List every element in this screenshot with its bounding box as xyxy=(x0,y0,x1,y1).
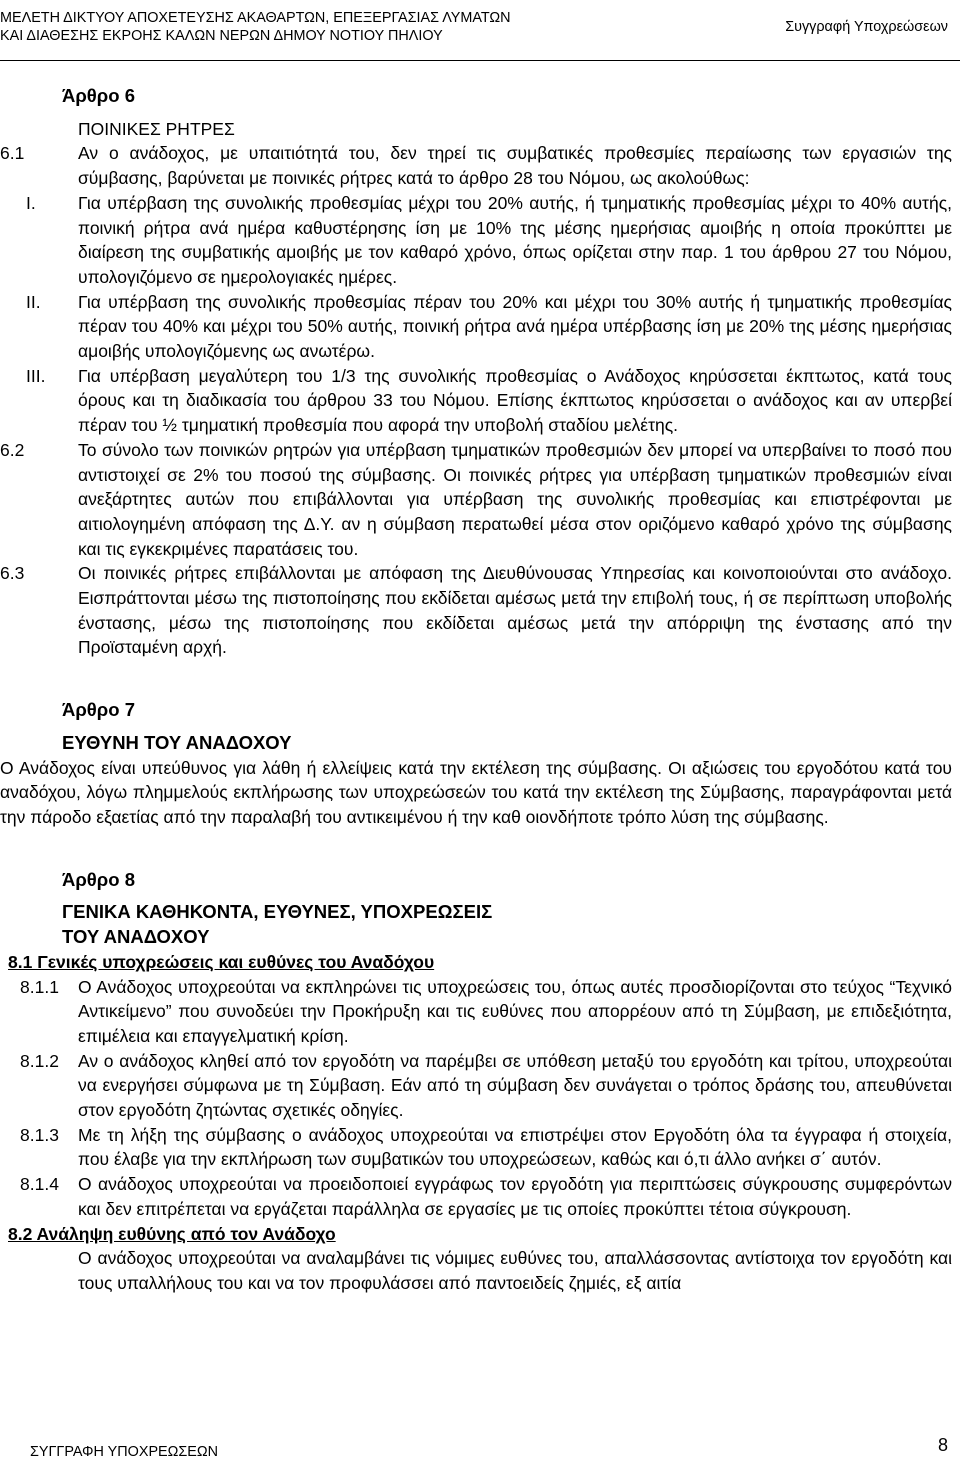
header-document-type: Συγγραφή Υποχρεώσεων xyxy=(785,19,948,35)
paragraph-text: Οι ποινικές ρήτρες επιβάλλονται με απόφαση της Διευθύνουσας Υπηρεσίας και κοινοποιούνται στο ανάδοχο. Εισπράττονται μέσω της πιστοποίησης που εκδίδεται αμέσως μετά την επιβολή τους, ή σε περίπτωση υποβολής ένστασης, μέσω της πιστοποίησης που εκδίδεται αμέσως μετά την απόρριψη της ένστασης από την Προϊσταμένη αρχή. xyxy=(78,563,952,658)
article-7-heading: Άρθρο 7 xyxy=(62,699,135,721)
item-text: Ο ανάδοχος υποχρεούται να προειδοποιεί εγγράφως τον εργοδότη για περιπτώσεις σύγκρουσης συμφερόντων και δεν επιτρέπεται να εργάζεται παράλληλα σε εργασίες με τις οποίες προκύπτει τέτοια σύγκρουση. xyxy=(78,1174,952,1219)
paragraph-6-3 xyxy=(0,561,960,660)
item-text: Με τη λήξη της σύμβασης ο ανάδοχος υποχρεούται να επιστρέψει στον Εργοδότη όλα τα έγγραφα ή στοιχεία, που έλαβε για την εκπλήρωση των συμβατικών του υποχρεώσεων, καθώς και ό,τι άλλο ανήκει σ΄ αυτόν. xyxy=(78,1124,952,1170)
clause-text: Για υπέρβαση μεγαλύτερη του 1/3 της συνολικής προθεσμίας ο Ανάδοχος κηρύσσεται έκπτωτος, κατά τους όρους και τη διαδικασία του άρθρου 33 του Νόμου. Επίσης έκπτωτος κηρύσσεται ο ανάδοχος και αν υπερβεί πέραν του ½ τμηματική προθεσμία που αφορά την υποβολή σταδίου μελέτης. xyxy=(78,365,952,436)
item-text: Ο Ανάδοχος υποχρεούται να εκπληρώνει τις υποχρεώσεις του, όπως αυτές προσδιορίζονται στο τεύχος “Τεχνικό Αντικείμενο” που συνοδεύει την Προκήρυξη και τις ευθύνες που απορρέουν από τη Σύμβαση, με επιδεξιότητα, επιμέλεια και επαγγελματική κρίση. xyxy=(78,976,952,1046)
item-8-1-3 xyxy=(0,1123,960,1172)
article-7-title: ΕΥΘΥΝΗ ΤΟΥ ΑΝΑΔΟΧΟΥ xyxy=(62,731,292,753)
page-number: 8 xyxy=(937,1435,948,1455)
article-8-heading: Άρθρο 8 xyxy=(62,868,135,890)
item-8-1-2 xyxy=(0,1049,960,1123)
header-divider xyxy=(0,60,960,61)
header-line-1: ΜΕΛΕΤΗ ΔΙΚΤΥΟΥ ΑΠΟΧΕΤΕΥΣΗΣ ΑΚΑΘΑΡΤΩΝ, ΕΠΕΞΕΡΓΑΣΙΑΣ ΛΥΜΑΤΩΝ xyxy=(0,10,511,26)
item-number: 8.1.3 xyxy=(20,1124,59,1145)
item-8-1-4 xyxy=(0,1172,960,1221)
item-8-1-1 xyxy=(0,975,960,1049)
clause-ii xyxy=(0,290,960,364)
article-8-title-line-2: ΤΟΥ ΑΝΑΔΟΧΟΥ xyxy=(62,926,210,948)
article-7-text: Ο Ανάδοχος είναι υπεύθυνος για λάθη ή ελλείψεις κατά την εκτέλεση της σύμβασης. Οι αξιώσεις του εργοδότου κατά του αναδόχου, λόγω πλημμελούς εκπλήρωσης των υποχρεώσεών του κατά την εκτέλεση της Σύμβασης, παραγράφονται μετά την πάροδο εξαετίας από την παραλαβή του αντικειμένου ή την καθ οιονδήποτε τρόπο λύση της σύμβασης. xyxy=(0,757,952,827)
clause-number: III. xyxy=(26,365,46,386)
clause-text: Για υπέρβαση της συνολικής προθεσμίας πέραν του 20% και μέχρι του 30% αυτής ή τμηματικής προθεσμίας πέραν του 40% και μέχρι του 50% αυτής, ποινική ρήτρα ανά ημέρα υπέρβασης ίση με 20% της μέσης ημερήσιας αμοιβής υπολογιζόμενης ως ανωτέρω. xyxy=(78,291,952,362)
article-6-heading: Άρθρο 6 xyxy=(62,85,135,106)
paragraph-text: Αν ο ανάδοχος, με υπαιτιότητά του, δεν τηρεί τις συμβατικές προθεσμίες περαίωσης των εργασιών της σύμβασης, βαρύνεται με ποινικές ρήτρες κατά το άρθρο 28 του Νόμου, ως ακολούθως: xyxy=(78,143,952,189)
clause-number: II. xyxy=(26,291,41,312)
paragraph-number: 6.3 xyxy=(0,563,25,584)
clause-number: I. xyxy=(26,192,36,213)
clause-iii xyxy=(0,364,960,438)
section-8-1-title: 8.1 Γενικές υποχρεώσεις και ευθύνες του Αναδόχου xyxy=(8,951,435,972)
article-8-title-line-1: ΓΕΝΙΚΑ ΚΑΘΗΚΟΝΤΑ, ΕΥΘΥΝΕΣ, ΥΠΟΧΡΕΩΣΕΙΣ xyxy=(62,901,493,923)
paragraph-number: 6.1 xyxy=(0,143,25,164)
item-number: 8.1.1 xyxy=(20,976,59,997)
item-text: Αν ο ανάδοχος κληθεί από τον εργοδότη να παρέμβει σε υπόθεση μεταξύ του εργοδότη και τρίτου, υποχρεούται να ενεργήσει σύμφωνα με τη Σύμβαση. Εάν από τη σύμβαση δεν συνάγεται ο τρόπος δράσης του, απευθύνεται στον εργοδότη ζητώντας σχετικές οδηγίες. xyxy=(78,1050,952,1121)
section-8-2-text: Ο ανάδοχος υποχρεούται να αναλαμβάνει τις νόμιμες ευθύνες του, απαλλάσσοντας αντίστοιχα τον εργοδότη και τους υπαλλήλους του και να τον προφυλάσσει από παντοειδείς ζημιές, εξ αιτία xyxy=(78,1248,952,1293)
paragraph-6-2 xyxy=(0,438,960,562)
document-body xyxy=(0,84,960,1296)
clause-text: Για υπέρβαση της συνολικής προθεσμίας μέχρι του 20% αυτής, ή τμηματικής προθεσμίας μέχρι το 40% αυτής, ποινική ρήτρα ανά ημέρα καθυστέρησης ίση με 10% της μέσης ημερήσιας αμοιβής η οποία προκύπτει με διαίρεση της συμβατικής αμοιβής με τον καθαρό χρόνο, όπως ορίζεται στην παρ. 1 του άρθρου 27 του Νόμου, υπολογιζόμενο σε ημερολογιακές ημέρες. xyxy=(78,192,952,287)
section-8-2-title: 8.2 Ανάληψη ευθύνης από τον Ανάδοχο xyxy=(8,1223,336,1244)
header-project-title xyxy=(0,9,511,45)
footer-document-name: ΣΥΓΓΡΑΦΗ ΥΠΟΧΡΕΩΣΕΩΝ xyxy=(30,1444,219,1460)
item-number: 8.1.2 xyxy=(20,1050,59,1071)
clause-i xyxy=(0,191,960,290)
item-number: 8.1.4 xyxy=(20,1174,59,1195)
paragraph-text: Το σύνολο των ποινικών ρητρών για υπέρβαση τμηματικών προθεσμιών δεν μπορεί να υπερβαίνει το ποσό που αντιστοιχεί σε 2% του ποσού της σύμβασης. Οι ποινικές ρήτρες για υπέρβαση τμηματικών προθεσμιών είναι ανεξάρτητες αυτών που επιβάλλονται για υπέρβαση της συνολικής προθεσμίας και επιστρέφονται με αιτιολογημένη απόφαση της Δ.Υ. αν η σύμβαση περατωθεί μέσα στον οριζόμενο καθαρό χρόνο της σύμβασης και τις εγκεκριμένες παρατάσεις του. xyxy=(78,439,952,559)
header-line-2: ΚΑΙ ΔΙΑΘΕΣΗΣ ΕΚΡΟΗΣ ΚΑΛΩΝ ΝΕΡΩΝ ΔΗΜΟΥ ΝΟΤΙΟΥ ΠΗΛΙΟΥ xyxy=(0,28,443,44)
paragraph-6-1 xyxy=(0,141,960,190)
article-6-title: ΠΟΙΝΙΚΕΣ ΡΗΤΡΕΣ xyxy=(78,118,235,139)
paragraph-number: 6.2 xyxy=(0,439,25,460)
